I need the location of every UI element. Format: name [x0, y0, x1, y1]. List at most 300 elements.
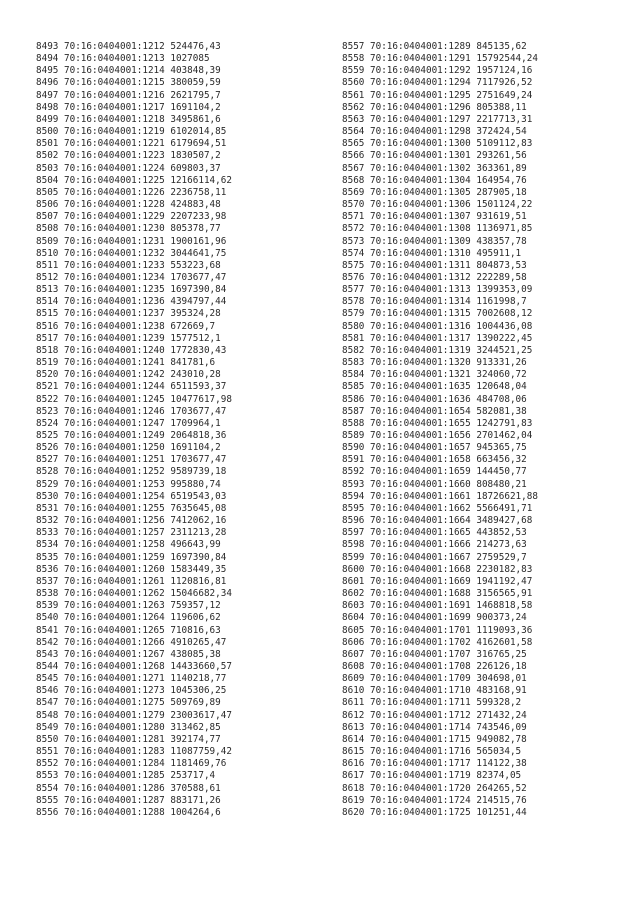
list-item [36, 394, 232, 406]
row-number: 8608 [342, 660, 365, 672]
cadastral-value: 1027085 [170, 53, 210, 65]
cadastral-number: 70:16:0404001:1317 [370, 332, 471, 344]
cadastral-value: 565034,5 [476, 746, 522, 758]
cadastral-number: 70:16:0404001:1267 [64, 648, 165, 660]
cadastral-value: 6511593,37 [170, 381, 227, 393]
cadastral-value: 3489427,68 [476, 515, 533, 527]
row-number: 8517 [36, 332, 59, 344]
cadastral-number: 70:16:0404001:1635 [370, 381, 471, 393]
cadastral-value: 509769,89 [170, 697, 221, 709]
row-number: 8538 [36, 588, 59, 600]
cadastral-value: 10477617,98 [170, 393, 232, 405]
cadastral-value: 672669,7 [170, 320, 216, 332]
list-item [36, 600, 232, 612]
list-item [342, 150, 538, 162]
list-item [36, 588, 232, 600]
list-item [36, 138, 232, 150]
list-item [36, 552, 232, 564]
list-item [342, 223, 538, 235]
cadastral-value: 1004264,6 [170, 806, 221, 818]
row-number: 8534 [36, 539, 59, 551]
cadastral-number: 70:16:0404001:1266 [64, 636, 165, 648]
row-number: 8577 [342, 284, 365, 296]
row-number: 8549 [36, 721, 59, 733]
cadastral-number: 70:16:0404001:1261 [64, 575, 165, 587]
list-item [342, 612, 538, 624]
row-number: 8598 [342, 539, 365, 551]
cadastral-number: 70:16:0404001:1233 [64, 259, 165, 271]
cadastral-number: 70:16:0404001:1287 [64, 794, 165, 806]
cadastral-value: 164954,76 [476, 174, 527, 186]
row-number: 8557 [342, 41, 365, 52]
cadastral-number: 70:16:0404001:1655 [370, 417, 471, 429]
list-item [342, 381, 538, 393]
row-number: 8573 [342, 235, 365, 247]
list-item [342, 600, 538, 612]
cadastral-value: 808480,21 [476, 478, 527, 490]
list-item [342, 418, 538, 430]
list-item [342, 770, 538, 782]
cadastral-number: 70:16:0404001:1230 [64, 223, 165, 235]
cadastral-number: 70:16:0404001:1253 [64, 478, 165, 490]
cadastral-number: 70:16:0404001:1275 [64, 697, 165, 709]
cadastral-value: 599328,2 [476, 697, 522, 709]
cadastral-value: 582081,38 [476, 405, 527, 417]
list-item [36, 710, 232, 722]
cadastral-number: 70:16:0404001:1659 [370, 466, 471, 478]
row-number: 8547 [36, 697, 59, 709]
cadastral-value: 496643,99 [170, 539, 221, 551]
row-number: 8581 [342, 332, 365, 344]
list-item [342, 576, 538, 588]
list-item [342, 673, 538, 685]
list-item [342, 527, 538, 539]
list-item [342, 807, 538, 819]
row-number: 8522 [36, 393, 59, 405]
list-item [36, 211, 232, 223]
row-number: 8493 [36, 41, 59, 52]
cadastral-number: 70:16:0404001:1215 [64, 77, 165, 89]
list-item [342, 333, 538, 345]
list-item [36, 697, 232, 709]
cadastral-number: 70:16:0404001:1312 [370, 271, 471, 283]
cadastral-value: 3244521,25 [476, 344, 533, 356]
cadastral-value: 4910265,47 [170, 636, 227, 648]
row-number: 8555 [36, 794, 59, 806]
row-number: 8615 [342, 746, 365, 758]
row-number: 8495 [36, 65, 59, 77]
cadastral-number: 70:16:0404001:1725 [370, 806, 471, 818]
cadastral-value: 424883,48 [170, 199, 221, 211]
cadastral-value: 324060,72 [476, 369, 527, 381]
cadastral-value: 144450,77 [476, 466, 527, 478]
cadastral-number: 70:16:0404001:1263 [64, 600, 165, 612]
row-number: 8537 [36, 575, 59, 587]
list-item [342, 406, 538, 418]
cadastral-number: 70:16:0404001:1707 [370, 648, 471, 660]
cadastral-number: 70:16:0404001:1313 [370, 284, 471, 296]
cadastral-number: 70:16:0404001:1218 [64, 113, 165, 125]
list-item [36, 442, 232, 454]
cadastral-value: 1703677,47 [170, 271, 227, 283]
row-number: 8550 [36, 733, 59, 745]
cadastral-value: 1136971,85 [476, 223, 533, 235]
list-item [342, 515, 538, 527]
cadastral-value: 2230182,83 [476, 563, 533, 575]
cadastral-number: 70:16:0404001:1665 [370, 527, 471, 539]
cadastral-number: 70:16:0404001:1720 [370, 782, 471, 794]
list-item [342, 308, 538, 320]
list-item [36, 466, 232, 478]
row-number: 8585 [342, 381, 365, 393]
row-number: 8595 [342, 502, 365, 514]
row-number: 8572 [342, 223, 365, 235]
list-item [36, 284, 232, 296]
row-number: 8609 [342, 673, 365, 685]
cadastral-value: 11087759,42 [170, 746, 232, 758]
row-number: 8612 [342, 709, 365, 721]
cadastral-value: 120648,04 [476, 381, 527, 393]
list-item [342, 758, 538, 770]
row-number: 8514 [36, 296, 59, 308]
cadastral-number: 70:16:0404001:1304 [370, 174, 471, 186]
list-item [342, 187, 538, 199]
list-item [342, 454, 538, 466]
list-item [342, 491, 538, 503]
row-number: 8556 [36, 806, 59, 818]
cadastral-number: 70:16:0404001:1708 [370, 660, 471, 672]
row-number: 8576 [342, 271, 365, 283]
cadastral-number: 70:16:0404001:1315 [370, 308, 471, 320]
list-item [342, 564, 538, 576]
row-number: 8588 [342, 417, 365, 429]
cadastral-number: 70:16:0404001:1294 [370, 77, 471, 89]
cadastral-value: 553223,68 [170, 259, 221, 271]
row-number: 8502 [36, 150, 59, 162]
cadastral-value: 1004436,08 [476, 320, 533, 332]
cadastral-number: 70:16:0404001:1302 [370, 162, 471, 174]
cadastral-number: 70:16:0404001:1214 [64, 65, 165, 77]
cadastral-number: 70:16:0404001:1719 [370, 770, 471, 782]
cadastral-number: 70:16:0404001:1311 [370, 259, 471, 271]
list-item [36, 576, 232, 588]
cadastral-number: 70:16:0404001:1254 [64, 490, 165, 502]
cadastral-number: 70:16:0404001:1666 [370, 539, 471, 551]
row-number: 8536 [36, 563, 59, 575]
cadastral-number: 70:16:0404001:1691 [370, 600, 471, 612]
row-number: 8544 [36, 660, 59, 672]
cadastral-number: 70:16:0404001:1242 [64, 369, 165, 381]
list-item [342, 126, 538, 138]
list-item [36, 77, 232, 89]
cadastral-value: 392174,77 [170, 733, 221, 745]
cadastral-value: 6519543,03 [170, 490, 227, 502]
list-item [36, 564, 232, 576]
list-item [342, 503, 538, 515]
row-number: 8506 [36, 199, 59, 211]
list-item [36, 381, 232, 393]
list-item [342, 637, 538, 649]
cadastral-value: 363361,89 [476, 162, 527, 174]
cadastral-value: 313462,85 [170, 721, 221, 733]
cadastral-value: 841781,6 [170, 357, 216, 369]
cadastral-value: 9589739,18 [170, 466, 227, 478]
list-item [342, 710, 538, 722]
row-number: 8494 [36, 53, 59, 65]
list-item [342, 430, 538, 442]
cadastral-number: 70:16:0404001:1234 [64, 271, 165, 283]
cadastral-number: 70:16:0404001:1239 [64, 332, 165, 344]
list-item [342, 321, 538, 333]
row-number: 8589 [342, 430, 365, 441]
cadastral-number: 70:16:0404001:1255 [64, 502, 165, 514]
list-item [36, 90, 232, 102]
list-item [342, 296, 538, 308]
row-number: 8567 [342, 162, 365, 174]
cadastral-number: 70:16:0404001:1307 [370, 211, 471, 223]
cadastral-value: 370588,61 [170, 782, 221, 794]
row-number: 8527 [36, 454, 59, 466]
cadastral-value: 1242791,83 [476, 417, 533, 429]
cadastral-value: 3156565,91 [476, 588, 533, 600]
cadastral-number: 70:16:0404001:1250 [64, 442, 165, 454]
cadastral-number: 70:16:0404001:1292 [370, 65, 471, 77]
list-item [342, 746, 538, 758]
cadastral-value: 3044641,75 [170, 247, 227, 259]
cadastral-value: 883171,26 [170, 794, 221, 806]
row-number: 8525 [36, 430, 59, 441]
cadastral-value: 1181469,76 [170, 758, 227, 770]
cadastral-number: 70:16:0404001:1258 [64, 539, 165, 551]
cadastral-value: 2207233,98 [170, 211, 227, 223]
list-item [36, 770, 232, 782]
cadastral-value: 2311213,28 [170, 527, 227, 539]
list-item [36, 539, 232, 551]
list-item [342, 442, 538, 454]
cadastral-number: 70:16:0404001:1656 [370, 430, 471, 441]
list-item [342, 248, 538, 260]
cadastral-number: 70:16:0404001:1301 [370, 150, 471, 162]
row-number: 8602 [342, 588, 365, 600]
cadastral-number: 70:16:0404001:1662 [370, 502, 471, 514]
row-number: 8530 [36, 490, 59, 502]
cadastral-number: 70:16:0404001:1286 [64, 782, 165, 794]
cadastral-number: 70:16:0404001:1291 [370, 53, 471, 65]
cadastral-number: 70:16:0404001:1714 [370, 721, 471, 733]
row-number: 8497 [36, 89, 59, 101]
list-item [36, 321, 232, 333]
cadastral-number: 70:16:0404001:1669 [370, 575, 471, 587]
list-item [36, 734, 232, 746]
row-number: 8613 [342, 721, 365, 733]
row-number: 8568 [342, 174, 365, 186]
cadastral-value: 1772830,43 [170, 344, 227, 356]
cadastral-number: 70:16:0404001:1247 [64, 417, 165, 429]
cadastral-value: 1045306,25 [170, 685, 227, 697]
cadastral-value: 1399353,09 [476, 284, 533, 296]
cadastral-number: 70:16:0404001:1288 [64, 806, 165, 818]
cadastral-number: 70:16:0404001:1668 [370, 563, 471, 575]
row-number: 8542 [36, 636, 59, 648]
list-item [342, 345, 538, 357]
list-item [36, 491, 232, 503]
cadastral-value: 214273,63 [476, 539, 527, 551]
row-number: 8541 [36, 624, 59, 636]
cadastral-value: 7002608,12 [476, 308, 533, 320]
cadastral-number: 70:16:0404001:1657 [370, 442, 471, 454]
row-number: 8528 [36, 466, 59, 478]
cadastral-value: 1830507,2 [170, 150, 221, 162]
cadastral-number: 70:16:0404001:1284 [64, 758, 165, 770]
list-item [36, 673, 232, 685]
row-number: 8535 [36, 551, 59, 563]
list-item [342, 552, 538, 564]
cadastral-value: 949082,78 [476, 733, 527, 745]
cadastral-value: 1119093,36 [476, 624, 533, 636]
cadastral-value: 18726621,88 [476, 490, 538, 502]
row-number: 8520 [36, 369, 59, 381]
cadastral-number: 70:16:0404001:1245 [64, 393, 165, 405]
cadastral-value: 304698,01 [476, 673, 527, 685]
row-number: 8545 [36, 673, 59, 685]
row-number: 8580 [342, 320, 365, 332]
list-item [342, 357, 538, 369]
cadastral-value: 6102014,85 [170, 126, 227, 138]
cadastral-value: 3495861,6 [170, 113, 221, 125]
row-number: 8519 [36, 357, 59, 369]
cadastral-value: 743546,09 [476, 721, 527, 733]
cadastral-value: 14433660,57 [170, 660, 232, 672]
cadastral-number: 70:16:0404001:1231 [64, 235, 165, 247]
row-number: 8511 [36, 259, 59, 271]
list-item [36, 661, 232, 673]
row-number: 8592 [342, 466, 365, 478]
cadastral-value: 1703677,47 [170, 454, 227, 466]
cadastral-value: 495911,1 [476, 247, 522, 259]
list-item [342, 588, 538, 600]
cadastral-value: 1703677,47 [170, 405, 227, 417]
list-item [36, 102, 232, 114]
row-number: 8582 [342, 344, 365, 356]
row-number: 8596 [342, 515, 365, 527]
cadastral-number: 70:16:0404001:1699 [370, 612, 471, 624]
cadastral-value: 1390222,45 [476, 332, 533, 344]
list-item [342, 138, 538, 150]
row-number: 8496 [36, 77, 59, 89]
list-item [36, 625, 232, 637]
cadastral-number: 70:16:0404001:1252 [64, 466, 165, 478]
row-number: 8510 [36, 247, 59, 259]
cadastral-number: 70:16:0404001:1226 [64, 186, 165, 198]
list-item [36, 369, 232, 381]
row-number: 8578 [342, 296, 365, 308]
cadastral-value: 609803,37 [170, 162, 221, 174]
cadastral-number: 70:16:0404001:1259 [64, 551, 165, 563]
list-item [342, 685, 538, 697]
row-number: 8504 [36, 174, 59, 186]
row-number: 8543 [36, 648, 59, 660]
cadastral-value: 1468818,58 [476, 600, 533, 612]
cadastral-value: 226126,18 [476, 660, 527, 672]
list-item [342, 661, 538, 673]
cadastral-number: 70:16:0404001:1244 [64, 381, 165, 393]
row-number: 8570 [342, 199, 365, 211]
cadastral-number: 70:16:0404001:1236 [64, 296, 165, 308]
list-item [36, 746, 232, 758]
row-number: 8565 [342, 138, 365, 150]
row-number: 8594 [342, 490, 365, 502]
row-number: 8607 [342, 648, 365, 660]
cadastral-value: 1697390,84 [170, 551, 227, 563]
cadastral-number: 70:16:0404001:1219 [64, 126, 165, 138]
list-item [342, 163, 538, 175]
cadastral-value: 4162601,58 [476, 636, 533, 648]
row-number: 8562 [342, 101, 365, 113]
row-number: 8558 [342, 53, 365, 65]
cadastral-number: 70:16:0404001:1281 [64, 733, 165, 745]
cadastral-number: 70:16:0404001:1717 [370, 758, 471, 770]
cadastral-value: 759357,12 [170, 600, 221, 612]
row-number: 8533 [36, 527, 59, 539]
row-number: 8513 [36, 284, 59, 296]
row-number: 8499 [36, 113, 59, 125]
list-item [342, 175, 538, 187]
cadastral-number: 70:16:0404001:1213 [64, 53, 165, 65]
list-item [36, 296, 232, 308]
cadastral-value: 287905,18 [476, 186, 527, 198]
cadastral-value: 1161998,7 [476, 296, 527, 308]
cadastral-value: 243010,28 [170, 369, 221, 381]
row-number: 8616 [342, 758, 365, 770]
cadastral-value: 7117926,52 [476, 77, 533, 89]
row-number: 8601 [342, 575, 365, 587]
cadastral-value: 1900161,96 [170, 235, 227, 247]
list-item [36, 199, 232, 211]
cadastral-value: 663456,32 [476, 454, 527, 466]
row-number: 8512 [36, 271, 59, 283]
list-item [342, 649, 538, 661]
list-item [36, 126, 232, 138]
cadastral-value: 7635645,08 [170, 502, 227, 514]
cadastral-value: 913331,26 [476, 357, 527, 369]
cadastral-value: 2759529,7 [476, 551, 527, 563]
cadastral-value: 710816,63 [170, 624, 221, 636]
cadastral-number: 70:16:0404001:1712 [370, 709, 471, 721]
row-number: 8619 [342, 794, 365, 806]
cadastral-number: 70:16:0404001:1305 [370, 186, 471, 198]
cadastral-number: 70:16:0404001:1661 [370, 490, 471, 502]
cadastral-number: 70:16:0404001:1321 [370, 369, 471, 381]
list-item [342, 795, 538, 807]
row-number: 8614 [342, 733, 365, 745]
list-item [36, 345, 232, 357]
row-number: 8503 [36, 162, 59, 174]
cadastral-number: 70:16:0404001:1688 [370, 588, 471, 600]
cadastral-number: 70:16:0404001:1664 [370, 515, 471, 527]
cadastral-value: 119606,62 [170, 612, 221, 624]
list-item [36, 685, 232, 697]
list-item [36, 649, 232, 661]
cadastral-number: 70:16:0404001:1285 [64, 770, 165, 782]
cadastral-number: 70:16:0404001:1279 [64, 709, 165, 721]
row-number: 8575 [342, 259, 365, 271]
list-item [36, 612, 232, 624]
row-number: 8524 [36, 417, 59, 429]
cadastral-value: 2751649,24 [476, 89, 533, 101]
cadastral-value: 1577512,1 [170, 332, 221, 344]
list-item [36, 527, 232, 539]
cadastral-value: 524476,43 [170, 41, 221, 52]
